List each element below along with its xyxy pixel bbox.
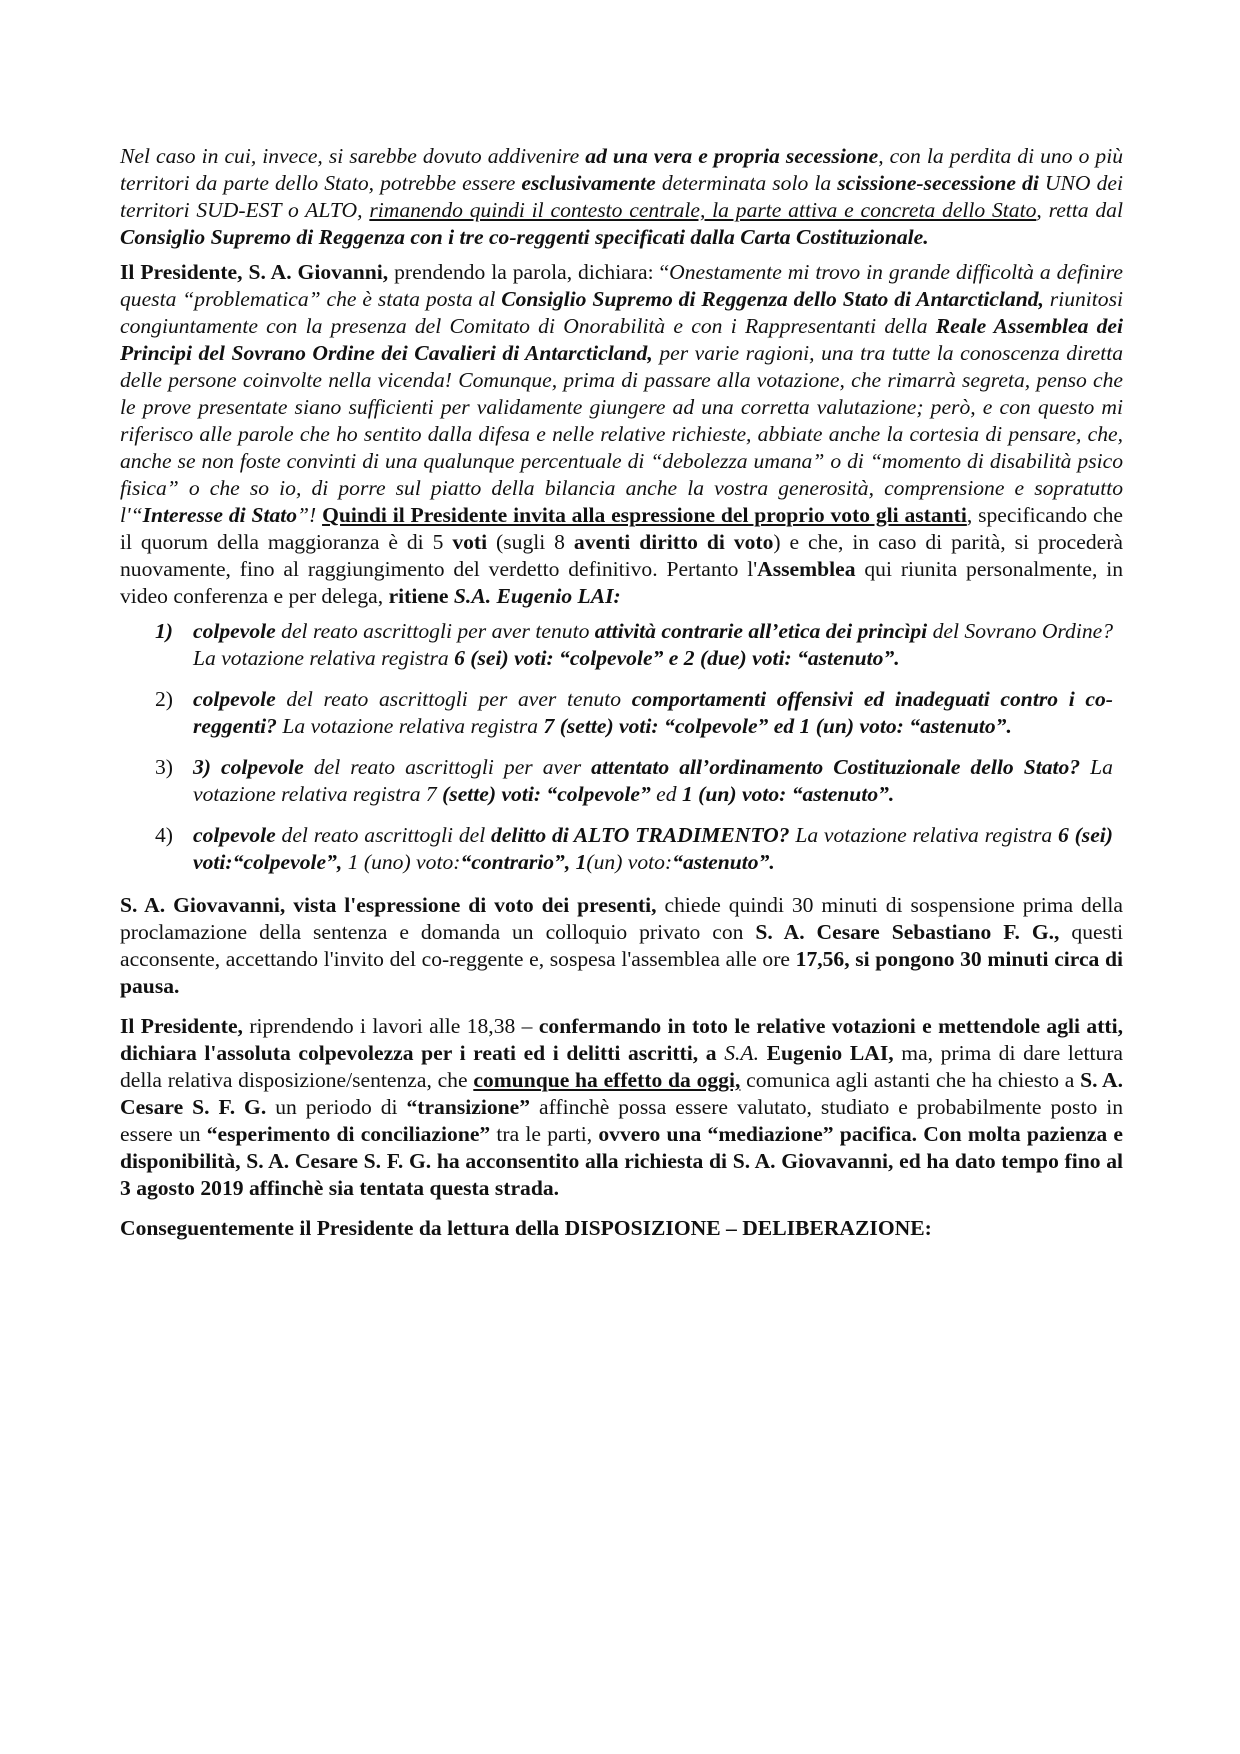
text-run: del Sovrano Ordine? La votazione relativa registra	[193, 619, 1113, 670]
text-run: determinata solo la	[655, 171, 838, 195]
text-run: colpevole	[193, 823, 276, 847]
text-run: tra le parti,	[490, 1122, 599, 1146]
text-run: La votazione relativa registra	[789, 823, 1059, 847]
text-run: riprendendo i lavori alle 18,38 –	[242, 1014, 539, 1038]
text-run: Consiglio Supremo di Reggenza con i tre co-reggenti specificati dalla Carta Costituzionale.	[120, 225, 929, 249]
text-run: La votazione relativa registra 7	[193, 755, 1113, 806]
text-run: 6 (sei) voti:“colpevole”,	[193, 823, 1113, 874]
text-run: Il Presidente,	[120, 1014, 243, 1038]
text-run: UNO dei territori SUD-EST o ALTO,	[120, 171, 1123, 222]
text-run: chiede quindi 30 minuti di sospensione prima della proclamazione della sentenza e domanda un colloquio privato con	[120, 893, 1123, 944]
text-run: ovvero una “mediazione” pacifica. Con molta pazienza e disponibilità, S. A. Cesare S. F. G. ha acconsentito alla richiesta di S. A. Giovavanni, ed ha dato tempo fino al 3 agosto 2019 affinchè sia tentata questa strada.	[120, 1122, 1123, 1200]
text-run: comunica agli astanti che ha chiesto a	[740, 1068, 1081, 1092]
vote-item-number: 4)	[155, 823, 173, 847]
text-run: ma, prima di dare lettura della relativa disposizione/sentenza, che	[120, 1041, 1124, 1092]
paragraph-secession	[120, 143, 1123, 251]
text-run: ) e che, in caso di parità, si procederà nuovamente, fino al raggiungimento del verdetto definitivo. Pertanto l'	[120, 530, 1124, 581]
text-run: delitto di ALTO TRADIMENTO?	[491, 823, 790, 847]
text-run: 1 (uno) voto:	[342, 850, 461, 874]
text-run: comportamenti offensivi ed inadeguati contro i co-reggenti?	[193, 687, 1113, 738]
text-run: per varie ragioni, una tra tutte la conoscenza diretta delle persone coinvolte nella vicenda! Comunque, prima di passare alla votazione, che rimarrà segreta, penso che le prove presentate siano sufficienti per validamente giungere ad una corretta valutazione; però, e con questo mi riferisco alle parole che ho sentito dalla difesa e nelle relative richieste, abbiate anche la cortesia di pensare, che, anche se non foste convinti di una qualunque percentuale di “debolezza umana” o di “momento di disabilità psico fisica” o che so io, di porre sul piatto della bilancia anche la vostra generosità, comprensione e sopratutto l'“	[120, 341, 1123, 527]
text-run: prendendo la parola, dichiara: “	[388, 260, 670, 284]
text-run: S. A. Giovavanni, vista l'espressione di voto dei presenti,	[120, 893, 657, 917]
text-run: ad una vera e propria secessione	[585, 144, 879, 168]
text-run: riunitosi congiuntamente con la presenza del Comitato di Onorabilità e con i Rappresentanti della	[120, 287, 1124, 338]
text-run: Quindi il Presidente invita alla espressione del proprio voto gli astanti	[322, 503, 967, 527]
text-run: Consiglio Supremo di Reggenza dello Stato di Antarcticland,	[501, 287, 1044, 311]
text-run: 6 (sei) voti: “colpevole” e 2 (due) voti: “astenuto”.	[454, 646, 900, 670]
vote-item-text	[193, 619, 1113, 670]
text-run: Interesse di Stato	[142, 503, 298, 527]
text-run: “astenuto”.	[672, 850, 775, 874]
text-run: ed	[650, 782, 682, 806]
text-run: questi acconsente, accettando l'invito del co-reggente e, sospesa l'assemblea alle ore	[120, 920, 1123, 971]
paragraph-deliberation-heading	[120, 1215, 1123, 1242]
text-run: Il Presidente, S. A. Giovanni,	[120, 260, 389, 284]
text-run: ”!	[297, 503, 323, 527]
vote-item-number: 2)	[155, 687, 173, 711]
text-run: attività contrarie all’etica dei princìpi	[594, 619, 928, 643]
text-run: (sugli 8	[487, 530, 574, 554]
vote-item-text	[193, 687, 1113, 738]
text-run: , retta dal	[1036, 198, 1123, 222]
text-run: Reale Assemblea dei Principi del Sovrano Ordine dei Cavalieri di Antarcticland,	[120, 314, 1124, 365]
text-run: affinchè possa essere valutato, studiato e probabilmente posto in essere un	[120, 1095, 1124, 1146]
text-run: Eugenio LAI,	[766, 1041, 894, 1065]
text-run: 1 (un) voto: “astenuto”.	[681, 782, 895, 806]
text-run: (sette) voti: “colpevole”	[442, 782, 651, 806]
text-run: del reato ascrittogli per aver tenuto	[275, 619, 595, 643]
text-run: del reato ascrittogli del	[275, 823, 492, 847]
text-run: voti	[452, 530, 488, 554]
text-run: S. A. Cesare Sebastiano F. G.,	[755, 920, 1060, 944]
paragraph-suspension	[120, 892, 1123, 1000]
text-run: (un) voto:	[586, 850, 673, 874]
text-run: Nel caso in cui, invece, si sarebbe dovuto addivenire	[120, 144, 586, 168]
vote-item-text	[193, 755, 1113, 806]
text-run	[759, 1041, 767, 1065]
text-run: S.A.	[724, 1041, 759, 1065]
vote-item-text	[193, 823, 1113, 874]
paragraph-verdict	[120, 1013, 1123, 1202]
document-page	[120, 143, 1123, 1255]
text-run: “esperimento di conciliazione”	[206, 1122, 491, 1146]
text-run: Assemblea	[757, 557, 856, 581]
text-run: 3) colpevole	[193, 755, 304, 779]
text-run: un periodo di	[266, 1095, 407, 1119]
text-run: Conseguentemente il Presidente da lettura della DISPOSIZIONE – DELIBERAZIONE:	[120, 1216, 932, 1240]
text-run: “contrario”, 1	[460, 850, 587, 874]
text-run: confermando in toto le relative votazioni e mettendole agli atti, dichiara l'assoluta colpevolezza per i reati ed i delitti ascritti, a	[120, 1014, 1123, 1065]
text-run: esclusivamente	[521, 171, 656, 195]
vote-item-3	[120, 754, 1123, 808]
text-run: , specificando che il quorum della maggioranza è di 5	[120, 503, 1123, 554]
text-run: 7 (sette) voti: “colpevole” ed 1 (un) voto: “astenuto”.	[543, 714, 1012, 738]
text-run: del reato ascrittogli per aver	[303, 755, 592, 779]
vote-item-4	[120, 822, 1123, 876]
vote-item-number: 3)	[155, 755, 173, 779]
text-run: S.A. Eugenio LAI:	[453, 584, 621, 608]
text-run: scissione-secessione di	[837, 171, 1039, 195]
text-run: rimanendo quindi il contesto centrale, la parte attiva e concreta dello Stato	[369, 198, 1037, 222]
vote-list	[120, 618, 1123, 876]
vote-item-2	[120, 686, 1123, 740]
text-run: ritiene	[388, 584, 449, 608]
text-run: comunque ha effetto da oggi,	[473, 1068, 741, 1092]
text-run: Onestamente mi trovo in grande difficoltà a definire questa “problematica” che è stata posta al	[120, 260, 1123, 311]
paragraph-president-statement	[120, 259, 1123, 610]
text-run: del reato ascrittogli per aver tenuto	[275, 687, 632, 711]
vote-item-number: 1)	[155, 619, 173, 643]
text-run: colpevole	[193, 687, 276, 711]
text-run: qui riunita personalmente, in video conferenza e per delega,	[120, 557, 1123, 608]
text-run: attentato all’ordinamento Costituzionale dello Stato?	[591, 755, 1081, 779]
text-run: La votazione relativa registra	[276, 714, 544, 738]
text-run: aventi diritto di voto	[573, 530, 774, 554]
text-run: colpevole	[193, 619, 276, 643]
text-run: S. A. Cesare S. F. G.	[120, 1068, 1124, 1119]
text-run: , con la perdita di uno o più territori da parte dello Stato, potrebbe essere	[120, 144, 1123, 195]
text-run: “transizione”	[406, 1095, 531, 1119]
text-run: 17,56, si pongono 30 minuti circa di pausa.	[120, 947, 1123, 998]
vote-item-1	[120, 618, 1123, 672]
